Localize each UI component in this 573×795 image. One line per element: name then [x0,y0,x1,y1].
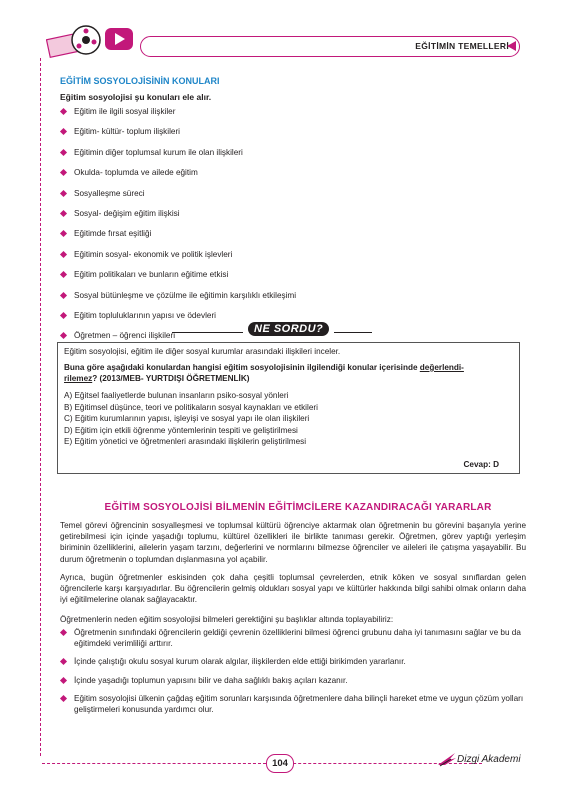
bullet-icon [60,695,67,702]
bullet-icon [60,291,67,298]
bullet-icon [60,312,67,319]
bullet-icon [60,230,67,237]
film-reel-logo [46,18,142,62]
question-stem: Eğitim sosyolojisi, eğitim ile diğer sosyal kurumlar arasındaki ilişkileri inceler. [64,347,341,356]
section-title: EĞİTİM SOSYOLOJİSİNİN KONULARI [60,76,220,86]
bullet-icon [60,332,67,339]
list-item: Eğitim politikaları ve bunların eğitime etkisi [60,269,530,289]
bullet-icon [60,210,67,217]
option-e: E) Eğitim yönetici ve öğretmenleri arasındaki ilişkilerin geliştirilmesi [64,437,307,446]
question-options [64,390,318,448]
list-item: Okulda- toplumda ve ailede eğitim [60,167,530,187]
paragraph-3: Öğretmenlerin neden eğitim sosyolojisi bilmeleri gerektiğini şu başlıklar altında toplayabiliriz: [60,615,394,624]
brand-name: Dizgi Akademi [457,754,521,765]
option-b: B) Eğitimsel düşünce, teori ve politikaların sosyal kaynakları ve etkileri [64,402,318,412]
list-item: İçinde çalıştığı okulu sosyal kurum olarak algılar, ilişkilerden elde ettiği birikimden yararlanır. [60,656,526,667]
list-item: Eğitim topluluklarının yapısı ve ödevleri [60,310,530,330]
list-item: Sosyal bütünleşme ve çözülme ile eğitimin karşılıklı etkileşimi [60,290,530,310]
footer-divider [42,763,482,764]
list-item: Eğitimde fırsat eşitliği [60,228,530,248]
bullet-icon [60,190,67,197]
section-intro: Eğitim sosyolojisi şu konuları ele alır. [60,92,212,102]
option-a: A) Eğitsel faaliyetlerde bulunan insanların psiko-sosyal yönleri [64,391,289,400]
list-item: Eğitimin sosyal- ekonomik ve politik işlevleri [60,249,530,269]
list-item: Eğitim sosyolojisi ülkenin çağdaş eğitim sorunları karşısında öğretmenlere daha bilinçli hareket etme ve uygun çözüm yolları geliştirmeleri konusunda yardımcı olur. [60,693,526,715]
question-badge: NE SORDU? [243,323,334,335]
bullet-icon [60,169,67,176]
benefits-list [60,627,526,722]
bullet-icon [60,128,67,135]
paragraph-1: Temel görevi öğrencinin sosyalleşmesi ve toplumsal kültürü öğrenciye aktarmak olan öğretmenin bu görevini başarıyla yerine getirebilmesi için içinde yaşadığı toplumu, kültürel özellikleri ile birlikte tanıması gerekir. Öğretmen, görev yaptığı yerleşim biriminin özelliklerini, ailelerin yaşam tarzını, değerlerini ve normlarını bilmezse öğrenciler ve aileleri ile çatışma yaşayabilir. Bu durum öğretmenin o toplumdan dışlanmasına yol açabilir. [60,521,526,564]
header-arrow-icon [507,41,516,51]
list-item: Sosyalleşme süreci [60,188,530,208]
page-number: 104 [266,754,294,773]
header-title: EĞİTİMİN TEMELLERİ [415,41,509,51]
brand-wing-icon [437,751,457,767]
answer-label: Cevap: D [463,460,499,469]
topics-list [60,106,530,351]
bullet-icon [60,149,67,156]
paragraph-2: Ayrıca, bugün öğretmenler eskisinden çok daha çeşitli toplumsal çevrelerden, etnik köken ve sosyal sınıflardan gelen öğrencilerle karşı karşıyadırlar. Bu öğrencilerin gelmiş oldukları sosyal yapı ve kültürler hakkında bilgi sahibi olmak onların daha iyi eğitilmelerine olanak sağlayacaktır. [60,573,526,605]
bullet-icon [60,108,67,115]
bullet-icon [60,658,67,665]
question-prompt: Buna göre aşağıdaki konulardan hangisi eğitim sosyolojisinin ilgilendiği konular içerisinde değerlendi- rilemez? (2013/MEB- YURTDIŞI ÖĞRETMENLİK) [64,363,464,383]
list-item: Öğretmenin sınıfındaki öğrencilerin geldiği çevrenin özelliklerini bilmesi öğrenci grubunu daha iyi tanımasını sağlar ve bu da eğitimdeki verimliliği arttırır. [60,627,526,649]
list-item: İçinde yaşadığı toplumun yapısını bilir ve daha sağlıklı bakış açıları kazanır. [60,675,526,686]
left-border [40,58,41,756]
bullet-icon [60,251,67,258]
list-item: Öğretmen – öğrenci ilişkileri [60,330,530,350]
option-d: D) Eğitim için etkili öğrenme yöntemlerinin tespiti ve geliştirilmesi [64,425,298,435]
bullet-icon [60,677,67,684]
list-item: Eğitim- kültür- toplum ilişkileri [60,126,530,146]
option-c: C) Eğitim kurumlarının yapısı, işleyişi ve sosyal yapı ile olan ilişkileri [64,414,310,423]
section2-title: EĞİTİM SOSYOLOJİSİ BİLMENİN EĞİTİMCİLERE KAZANDIRACAĞI YARARLAR [104,502,492,513]
list-item: Sosyal- değişim eğitim ilişkisi [60,208,530,228]
list-item: Eğitimin diğer toplumsal kurum ile olan ilişkileri [60,147,530,167]
list-item: Eğitim ile ilgili sosyal ilişkiler [60,106,530,126]
bullet-icon [60,629,67,636]
bullet-icon [60,271,67,278]
